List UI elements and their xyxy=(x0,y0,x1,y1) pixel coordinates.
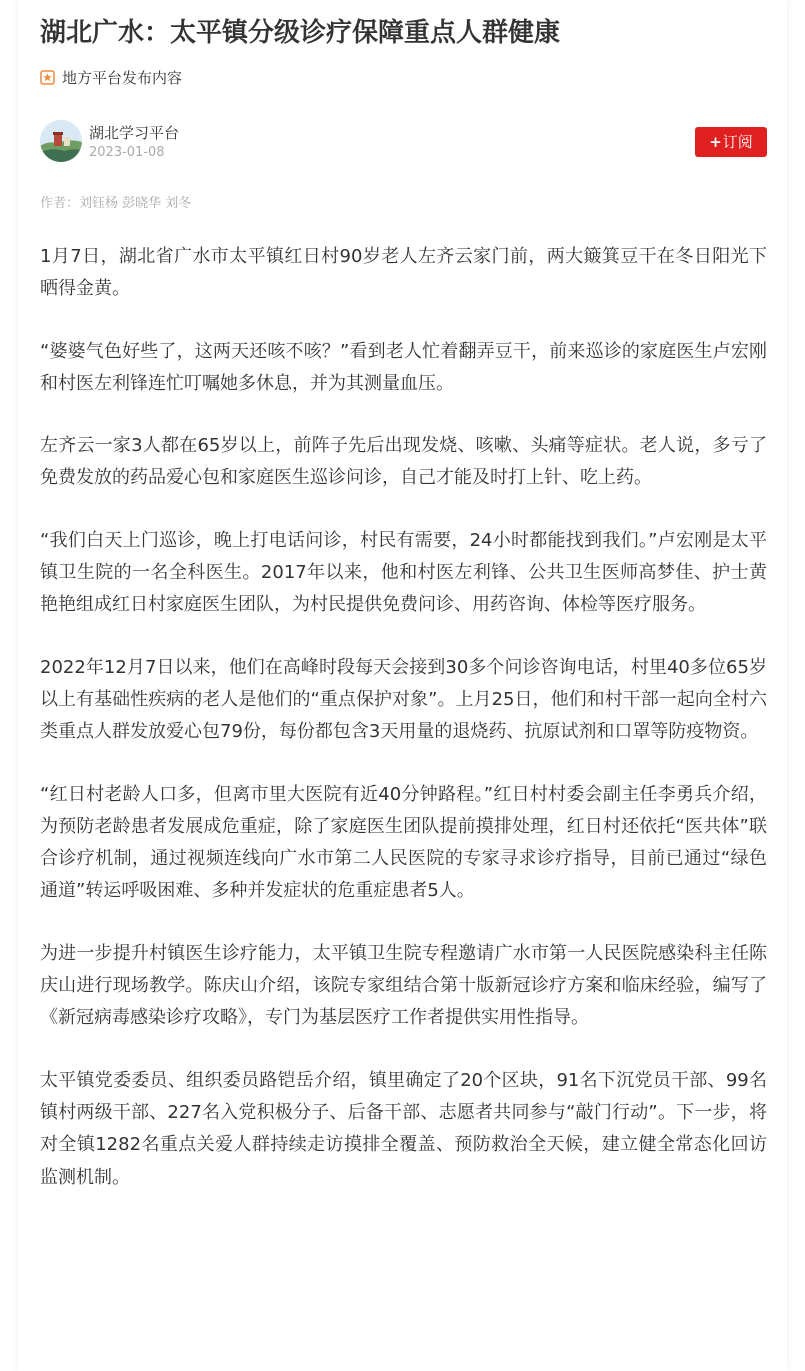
article-paragraph: 左齐云一家3人都在65岁以上，前阵子先后出现发烧、咳嗽、头痛等症状。老人说，多亏了免费发放的药品爱心包和家庭医生巡诊问诊，自己才能及时打上针、吃上药。 xyxy=(40,435,767,489)
article-paragraph: “红日村老龄人口多，但离市里大医院有近40分钟路程。”红日村村委会副主任李勇兵介绍，为预防老龄患者发展成危重症，除了家庭医生团队提前摸排处理，红日村还依托“医共体”联合诊疗机制，通过视频连线向广水市第二人民医院的专家寻求诊疗指导，目前已通过“绿色通道”转运呼吸困难、多种并发症状的危重症患者5人。 xyxy=(40,783,767,902)
article-authors: 作者：刘钰杨 彭晓华 刘冬 xyxy=(40,196,192,211)
article-title: 湖北广水：太平镇分级诊疗保障重点人群健康 xyxy=(40,18,561,48)
avatar[interactable] xyxy=(40,120,82,162)
article-body xyxy=(40,241,767,1224)
article-paragraph: “我们白天上门巡诊，晚上打电话问诊，村民有需要，24小时都能找到我们。”卢宏刚是太平镇卫生院的一名全科医生。2017年以来，他和村医左利锋、公共卫生医师高梦佳、护士黄艳艳组成红日村家庭医生团队，为村民提供免费问诊、用药咨询、体检等医疗服务。 xyxy=(40,529,767,616)
article-page xyxy=(18,0,787,1371)
article-paragraph: 为进一步提升村镇医生诊疗能力，太平镇卫生院专程邀请广水市第一人民医院感染科主任陈庆山进行现场教学。陈庆山介绍，该院专家组结合第十版新冠诊疗方案和临床经验，编写了《新冠病毒感染诊疗攻略》，专门为基层医疗工作者提供实用性指导。 xyxy=(40,942,767,1029)
source-label: 地方平台发布内容 xyxy=(62,68,183,87)
publisher-info xyxy=(40,120,767,162)
article-paragraph: “婆婆气色好些了，这两天还咳不咳？”看到老人忙着翻弄豆干，前来巡诊的家庭医生卢宏刚和村医左利锋连忙叮嘱她多休息，并为其测量血压。 xyxy=(40,340,767,394)
source-row xyxy=(40,67,182,87)
platform-name[interactable]: 湖北学习平台 xyxy=(89,124,180,142)
subscribe-label: 订阅 xyxy=(722,133,753,151)
article-paragraph: 1月7日，湖北省广水市太平镇红日村90岁老人左齐云家门前，两大簸箕豆干在冬日阳光下晒得金黄。 xyxy=(40,246,767,300)
publish-date: 2023-01-08 xyxy=(89,145,165,160)
article-paragraph: 2022年12月7日以来，他们在高峰时段每天会接到30多个问诊咨询电话，村里40多位65岁以上有基础性疾病的老人是他们的“重点保护对象”。上月25日，他们和村干部一起向全村六类重点人群发放爱心包79份，每份都包含3天用量的退烧药、抗原试剂和口罩等防疫物资。 xyxy=(40,656,767,743)
subscribe-button[interactable] xyxy=(695,127,767,157)
badge-star-icon xyxy=(40,70,55,85)
article-paragraph: 太平镇党委委员、组织委员路铠岳介绍，镇里确定了20个区块，91名下沉党员干部、99名镇村两级干部、227名入党积极分子、后备干部、志愿者共同参与“敲门行动”。下一步，将对全镇1282名重点关爱人群持续走访摸排全覆盖、预防救治全天候，建立健全常态化回访监测机制。 xyxy=(40,1069,767,1188)
plus-icon: + xyxy=(709,133,722,151)
